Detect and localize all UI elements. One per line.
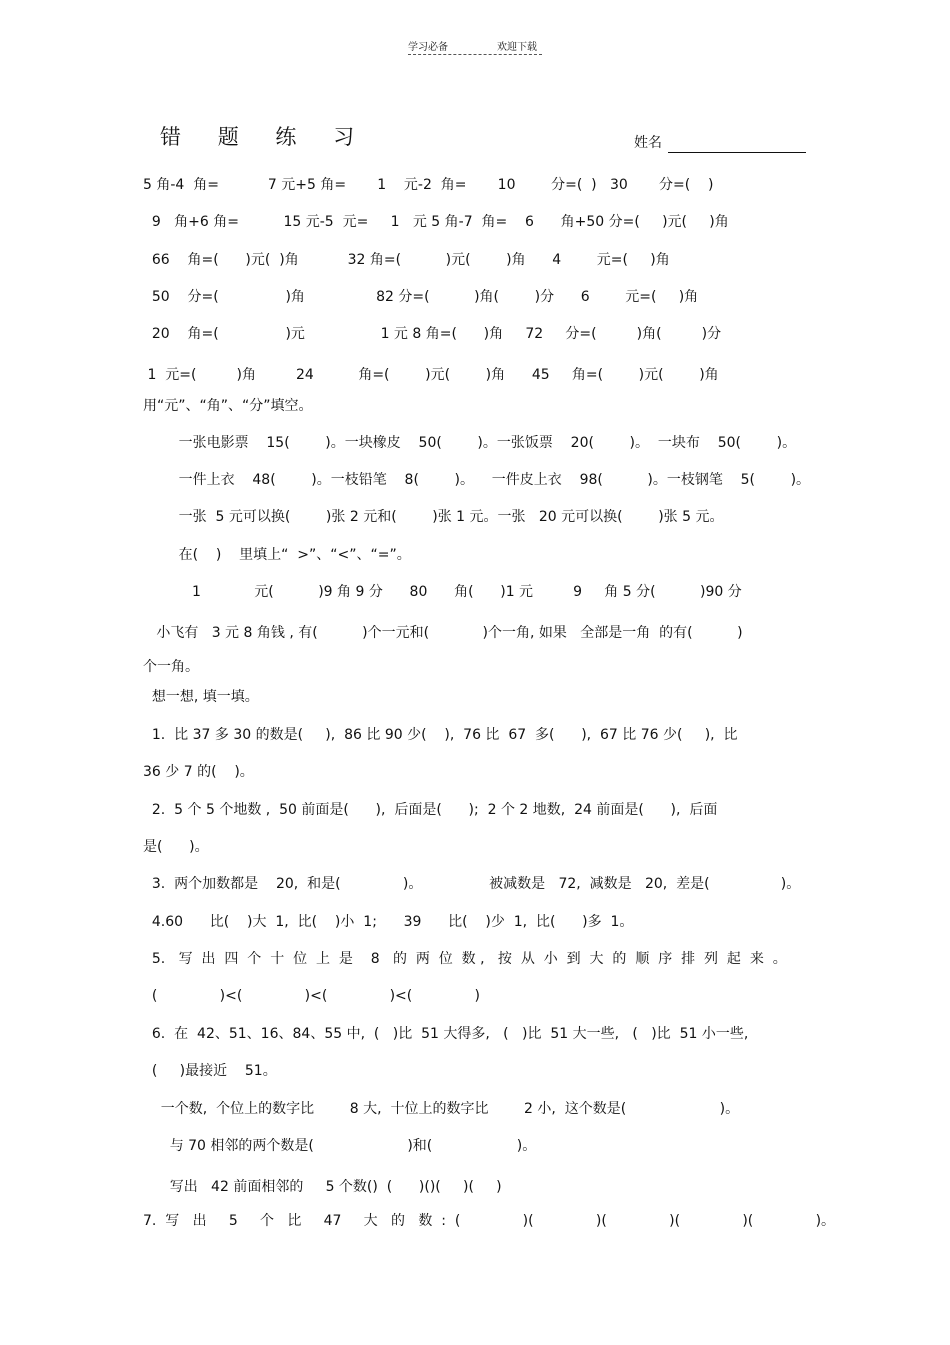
name-blank-line — [668, 152, 806, 153]
header-right: 欢迎下载 — [497, 42, 537, 53]
text-line: 5. 写 出 四 个 十 位 上 是 8 的 两 位 数 , 按 从 小 到 大 的 顺 序 排 列 起 来 。 — [143, 951, 787, 967]
text-line: 4.60 比( )大 1, 比( )小 1; 39 比( )少 1, 比( )多 1。 — [143, 914, 634, 930]
text-line: 写出 42 前面相邻的 5 个数() ( )()( )( ) — [143, 1179, 502, 1195]
text-line: 与 70 相邻的两个数是( )和( )。 — [143, 1138, 537, 1154]
text-line: 20 角=( )元 1 元 8 角=( )角 72 分=( )角( )分 — [143, 326, 722, 342]
text-line: 9 角+6 角= 15 元-5 元= 1 元 5 角-7 角= 6 角+50 分=( )元( )角 — [143, 214, 729, 230]
text-line: 1 元=( )角 24 角=( )元( )角 45 角=( )元( )角 — [143, 367, 719, 383]
text-line: 一个数, 个位上的数字比 8 大, 十位上的数字比 2 小, 这个数是( )。 — [143, 1101, 740, 1117]
page-title: 错 题 练 习 — [160, 125, 357, 149]
text-line: 50 分=( )角 82 分=( )角( )分 6 元=( )角 — [143, 289, 699, 305]
text-line: 5 角-4 角= 7 元+5 角= 1 元-2 角= 10 分=( ) 30 分=( ) — [143, 177, 714, 193]
text-line: 用“元”、“角”、“分”填空。 — [143, 398, 313, 414]
text-line: 是( )。 — [143, 839, 209, 855]
text-line: 想一想, 填一填。 — [143, 689, 259, 705]
text-line: ( )<( )<( )<( ) — [143, 988, 480, 1004]
text-line: 在( ) 里填上“ >”、“<”、“=”。 — [143, 547, 411, 563]
header-divider — [408, 54, 542, 55]
text-line: 一件上衣 48( )。一枝铅笔 8( )。 一件皮上衣 98( )。一枝钢笔 5( )。 — [143, 472, 811, 488]
text-line: 小飞有 3 元 8 角钱 , 有( )个一元和( )个一角, 如果 全部是一角 的有( ) — [143, 625, 743, 641]
name-label: 姓名 — [634, 135, 662, 151]
text-line: ( )最接近 51。 — [143, 1063, 277, 1079]
text-line: 6. 在 42、51、16、84、55 中, ( )比 51 大得多, ( )比 51 大一些, ( )比 51 小一些, — [143, 1026, 749, 1042]
header-left: 学习必备 — [408, 42, 448, 53]
text-line: 个一角。 — [143, 659, 199, 675]
text-line: 7. 写 出 5 个 比 47 大 的 数 : ( )( )( )( )( )。 — [143, 1213, 836, 1229]
text-line: 2. 5 个 5 个地数 , 50 前面是( ), 后面是( ); 2 个 2 地数, 24 前面是( ), 后面 — [143, 802, 718, 818]
text-line: 一张 5 元可以换( )张 2 元和( )张 1 元。一张 20 元可以换( )张 5 元。 — [143, 509, 724, 525]
text-line: 66 角=( )元( )角 32 角=( )元( )角 4 元=( )角 — [143, 252, 670, 268]
text-line: 3. 两个加数都是 20, 和是( )。 被减数是 72, 减数是 20, 差是( )。 — [143, 876, 801, 892]
text-line: 36 少 7 的( )。 — [143, 764, 254, 780]
text-line: 1. 比 37 多 30 的数是( ), 86 比 90 少( ), 76 比 67 多( ), 67 比 76 少( ), 比 — [143, 727, 738, 743]
text-line: 一张电影票 15( )。一块橡皮 50( )。一张饭票 20( )。 一块布 50( )。 — [143, 435, 797, 451]
text-line: 1 元( )9 角 9 分 80 角( )1 元 9 角 5 分( )90 分 — [143, 584, 742, 600]
